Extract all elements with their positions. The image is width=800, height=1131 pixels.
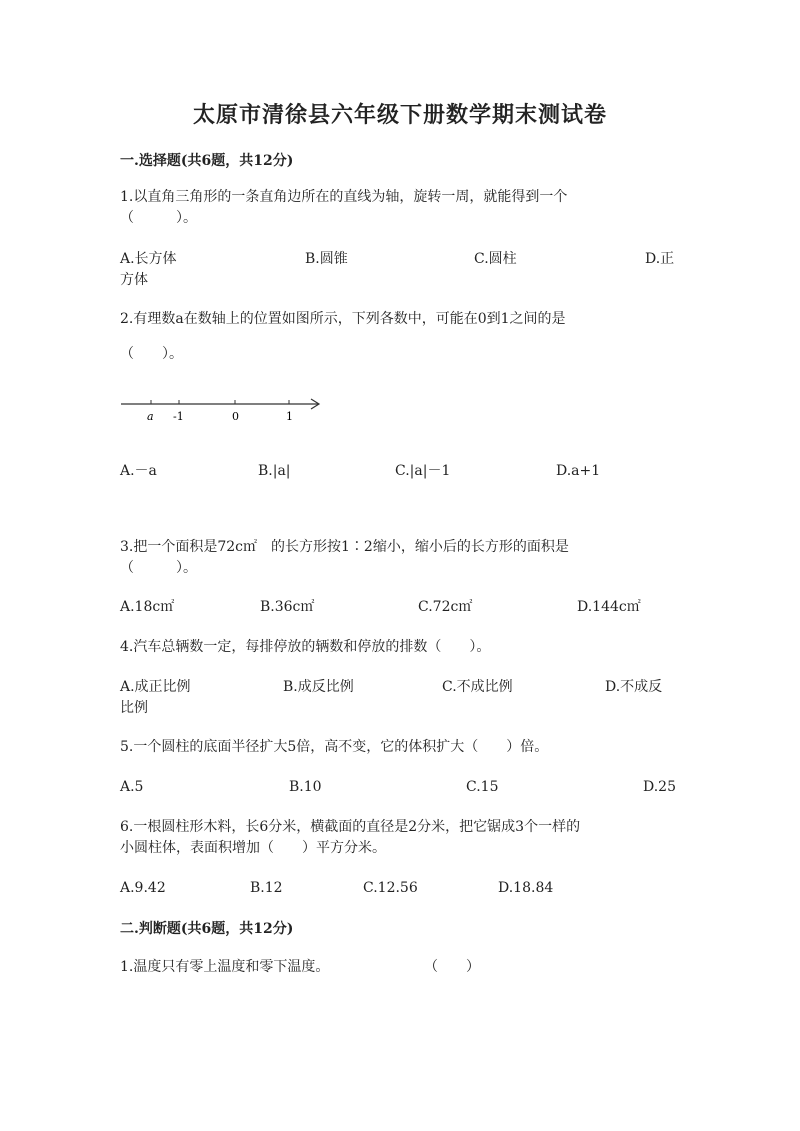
question-6-option-c: C.12.56: [363, 880, 418, 896]
question-6-text-line2: 小圆柱体，表面积增加（ ）平方分米。: [120, 840, 386, 856]
question-3-text: 3.把一个面积是72c㎡ 的长方形按1∶2缩小，缩小后的长方形的面积是: [120, 539, 569, 555]
number-line-label-a: a: [147, 410, 154, 423]
question-2-option-a: A.－a: [120, 463, 157, 479]
judgement-1-blank: （ ）: [424, 959, 480, 975]
number-line-figure: [118, 392, 328, 428]
question-4-option-c: C.不成比例: [442, 679, 513, 695]
question-6-option-d: D.18.84: [498, 880, 554, 896]
question-1-option-b: B.圆锥: [305, 251, 348, 267]
judgement-1-text: 1.温度只有零上温度和零下温度。: [120, 959, 330, 975]
question-1-text: 1.以直角三角形的一条直角边所在的直线为轴，旋转一周，就能得到一个: [120, 189, 568, 205]
question-5-option-c: C.15: [466, 779, 499, 795]
number-line-label-1: 1: [286, 410, 293, 423]
number-line-label-neg1: -1: [173, 410, 184, 423]
question-4-text: 4.汽车总辆数一定，每排停放的辆数和停放的排数（ ）。: [120, 639, 491, 655]
question-3-blank: （ ）。: [120, 560, 197, 576]
question-1-blank: （ ）。: [120, 210, 197, 226]
page-title: 太原市清徐县六年级下册数学期末测试卷: [192, 102, 607, 128]
question-4-option-d-wrap: 比例: [120, 700, 148, 716]
question-2-text: 2.有理数a在数轴上的位置如图所示，下列各数中，可能在0到1之间的是: [120, 311, 566, 327]
question-4-option-d: D.不成反: [605, 679, 663, 695]
question-5-option-b: B.10: [289, 779, 322, 795]
question-2-option-d: D.a+1: [556, 463, 601, 479]
question-4-option-a: A.成正比例: [120, 679, 191, 695]
question-4-option-b: B.成反比例: [283, 679, 354, 695]
question-5-option-a: A.5: [120, 779, 144, 795]
question-5-option-d: D.25: [643, 779, 676, 795]
question-5-text: 5.一个圆柱的底面半径扩大5倍，高不变，它的体积扩大（ ）倍。: [120, 739, 549, 755]
question-1-option-c: C.圆柱: [474, 251, 517, 267]
question-2-option-b: B.|a|: [258, 463, 291, 479]
question-6-option-b: B.12: [250, 880, 283, 896]
section-heading-judgement: 二.判断题(共6题，共12分): [120, 921, 294, 937]
question-1-option-a: A.长方体: [120, 251, 177, 267]
question-1-option-d-wrap: 方体: [120, 272, 148, 288]
question-3-option-a: A.18c㎡: [120, 599, 175, 615]
section-heading-choice: 一.选择题(共6题，共12分): [120, 153, 294, 169]
question-1-option-d: D.正: [645, 251, 675, 267]
question-3-option-b: B.36c㎡: [260, 599, 315, 615]
question-6-text: 6.一根圆柱形木料，长6分米，横截面的直径是2分米，把它锯成3个一样的: [120, 819, 581, 835]
question-2-blank: （ ）。: [120, 346, 183, 362]
number-line-label-0: 0: [232, 410, 239, 423]
question-3-option-c: C.72c㎡: [418, 599, 473, 615]
question-2-option-c: C.|a|－1: [395, 463, 451, 479]
question-6-option-a: A.9.42: [120, 880, 166, 896]
question-3-option-d: D.144c㎡: [577, 599, 641, 615]
